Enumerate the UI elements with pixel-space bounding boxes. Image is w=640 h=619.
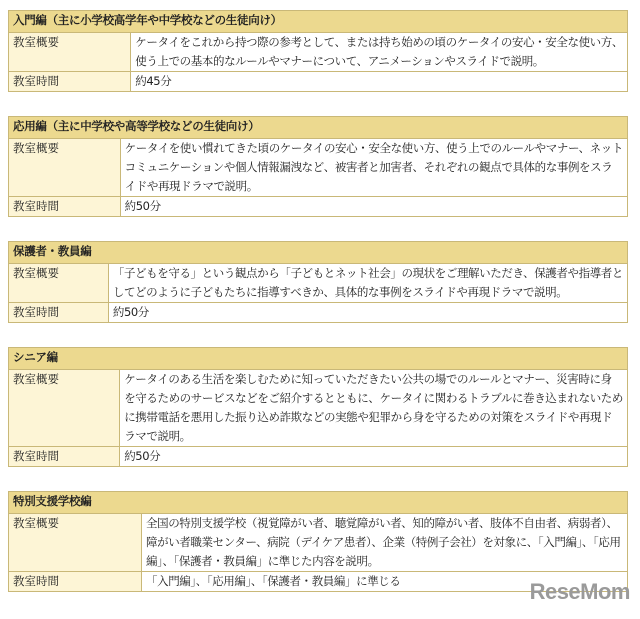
overview-text: [120, 139, 627, 197]
section-title: 応用編（主に中学校や高等学校などの生徒向け）: [9, 117, 628, 139]
overview-line: 使う上での基本的なルールやマナーについて、アニメーションやスライドで説明。: [135, 54, 544, 68]
overview-line: してどのように子どもたちに指導すべきか、具体的な事例をスライドや再現ドラマで説明。: [112, 285, 568, 299]
time-value: 約50分: [108, 303, 627, 323]
overview-line: 全国の特別支援学校（視覚障がい者、聴覚障がい者、知的障がい者、肢体不自由者、病弱者）、: [146, 516, 618, 530]
course-section: [8, 491, 628, 592]
section-title: 保護者・教員編: [9, 242, 628, 264]
overview-label: 教室概要: [9, 33, 131, 72]
course-section: [8, 347, 628, 467]
overview-label: 教室概要: [9, 139, 121, 197]
overview-text: [131, 33, 628, 72]
resemom-logo: ReseMom: [529, 579, 630, 604]
overview-line: ケータイを使い慣れてきた頃のケータイの安心・安全な使い方、使う上でのルールやマナー、ネット: [124, 141, 623, 155]
overview-line: ケータイのある生活を楽しむために知っていただきたい公共の場でのルールとマナー、災害時に身: [124, 372, 612, 386]
time-value: 約50分: [120, 447, 628, 467]
overview-text: [108, 264, 627, 303]
overview-line: イドや再現ドラマで説明。: [124, 179, 258, 193]
overview-line: 編」、「保護者・教員編」に準じた内容を説明。: [146, 554, 379, 568]
overview-line: コミュニケーションや個人情報漏洩など、被害者と加害者、それぞれの観点で具体的な事例をスラ: [124, 160, 613, 174]
overview-line: ケータイをこれから持つ際の参考として、または持ち始めの頃のケータイの安心・安全な使い方、: [135, 35, 623, 49]
section-title: 入門編（主に小学校高学年や中学校などの生徒向け）: [9, 11, 628, 33]
time-label: 教室時間: [9, 572, 142, 592]
overview-label: 教室概要: [9, 514, 142, 572]
course-section: [8, 116, 628, 217]
time-value: 約50分: [120, 197, 627, 217]
time-label: 教室時間: [9, 72, 131, 92]
time-label: 教室時間: [9, 303, 109, 323]
section-title: 特別支援学校編: [9, 492, 628, 514]
course-list: [8, 10, 628, 616]
overview-line: 「子どもを守る」という観点から「子どもとネット社会」の現状をご理解いただき、保護者や指導者と: [112, 266, 623, 280]
overview-line: を守るためのサービスなどをご紹介するとともに、ケータイに関わるトラブルに巻き込まれないため: [124, 391, 623, 405]
overview-line: 障がい者職業センター、病院（デイケア患者）、企業（特例子会社）を対象に、「入門編」、「応用: [146, 535, 621, 549]
overview-text: [120, 370, 628, 447]
time-value: 約45分: [131, 72, 628, 92]
time-value: 「入門編」、「応用編」、「保護者・教員編」に準じる: [142, 572, 628, 592]
course-section: [8, 10, 628, 92]
time-label: 教室時間: [9, 447, 120, 467]
overview-line: に携帯電話を悪用した振り込め詐欺などの実態や犯罪から身を守るための対策をスライドや再現ド: [124, 410, 613, 424]
overview-line: ラマで説明。: [124, 429, 191, 443]
overview-text: [142, 514, 628, 572]
time-label: 教室時間: [9, 197, 121, 217]
section-title: シニア編: [9, 348, 628, 370]
course-section: [8, 241, 628, 323]
overview-label: 教室概要: [9, 264, 109, 303]
overview-label: 教室概要: [9, 370, 120, 447]
